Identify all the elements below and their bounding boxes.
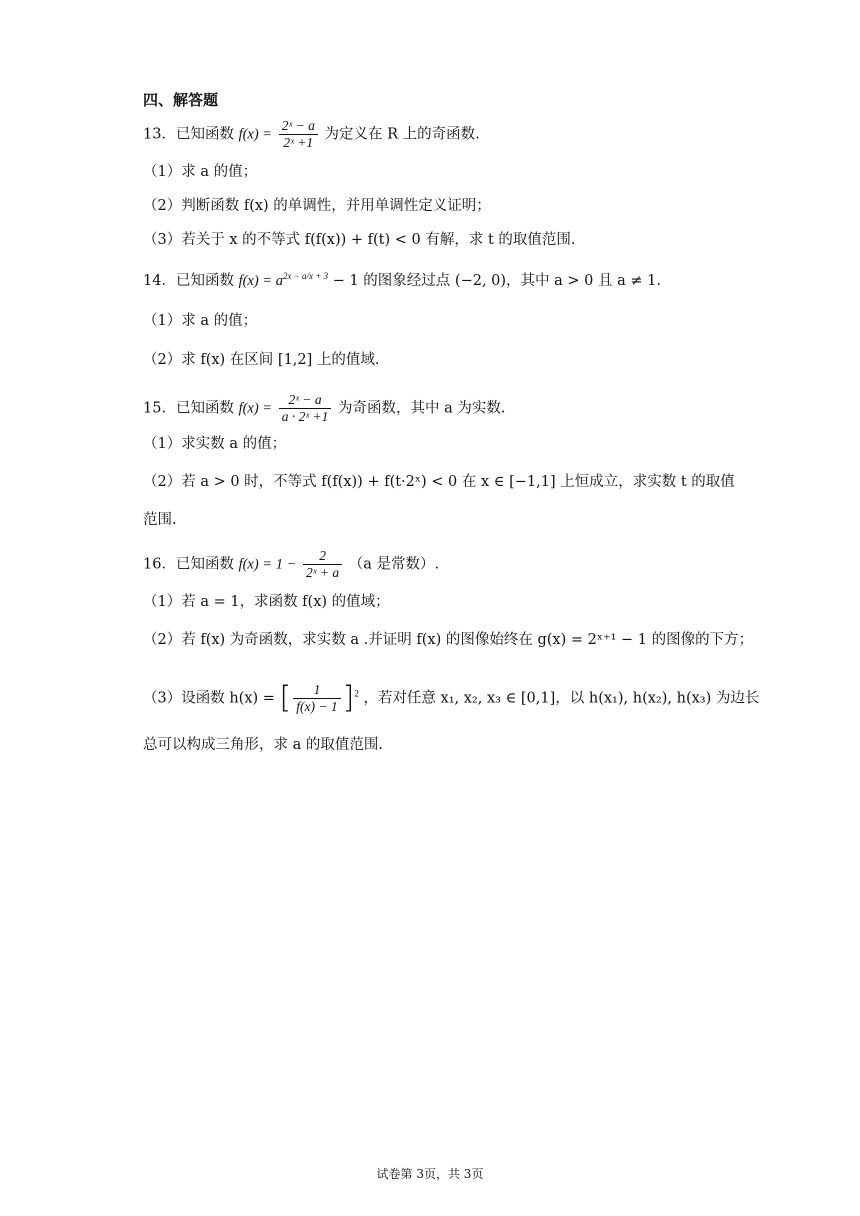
q16-h-fraction [293,682,340,715]
section-title: 四、解答题 [143,91,219,109]
square-exponent: 2 [354,688,359,699]
page-footer: 试卷第 3页，共 3页 [376,1167,484,1181]
q13-label: 13．已知函数 [143,126,234,143]
q13-numerator: 2ˣ − a [281,118,315,133]
q13-func: f(x) = [238,126,273,143]
q15-tail: 为奇函数，其中 a 为实数. [337,400,506,417]
q16-h-numerator: 1 [313,682,321,697]
q14-exponent: 2x − a/x + 3 [282,271,329,281]
q14-part2: （2）求 f(x) 在区间 [1,2] 上的值域. [143,352,380,368]
right-bracket: ] [342,680,355,716]
q15-numerator: 2ˣ − a [288,392,322,407]
q13-part3: （3）若关于 x 的不等式 f(f(x)) + f(t) < 0 有解，求 t 的取值范围. [143,232,576,248]
q14-func: f(x) = a [238,273,283,289]
q13-statement [143,118,480,151]
q16-numerator: 2 [319,548,326,563]
q13-part2: （2）判断函数 f(x) 的单调性，并用单调性定义证明； [143,198,491,214]
q15-func: f(x) = [238,400,273,417]
q14-label: 14．已知函数 [143,273,234,289]
q15-statement [143,392,505,425]
q15-part2-cont: 范围. [143,512,177,528]
q16-h-denominator: f(x) − 1 [293,698,340,715]
q16-statement [143,548,439,581]
q14-part1: （1）求 a 的值； [143,313,258,329]
q16-part1: （1）若 a = 1，求函数 f(x) 的值域； [143,594,390,610]
q13-denominator: 2ˣ +1 [279,134,318,151]
q16-part2: （2）若 f(x) 为奇函数，求实数 a .并证明 f(x) 的图像始终在 g(x) = 2ˣ⁺¹ − 1 的图像的下方； [143,632,754,648]
q16-denominator: 2ˣ + a [303,564,342,581]
q15-part1: （1）求实数 a 的值； [143,436,287,452]
q16-part3-pre: （3）设函数 h(x) = [143,690,275,707]
q14-statement [143,271,661,291]
q16-part3-tail: ，若对任意 x₁, x₂, x₃ ∈ [0,1]，以 h(x₁), h(x₂), h(x₃) 为边长 [363,690,760,707]
q15-part2: （2）若 a > 0 时，不等式 f(f(x)) + f(t·2ˣ) < 0 在 x ∈ [−1,1] 上恒成立，求实数 t 的取值 [143,474,735,490]
q16-part3 [143,682,759,715]
left-bracket: [ [279,680,292,716]
q16-part3-cont: 总可以构成三角形，求 a 的取值范围. [143,737,383,753]
q16-label: 16．已知函数 [143,556,234,573]
q15-label: 15．已知函数 [143,400,234,417]
q14-tail: − 1 的图象经过点 (−2, 0)，其中 a > 0 且 a ≠ 1. [332,273,661,289]
q15-denominator: a · 2ˣ +1 [279,408,332,425]
q13-part1: （1）求 a 的值； [143,164,258,180]
q13-tail: 为定义在 R 上的奇函数. [324,126,480,143]
q16-func: f(x) = 1 − [238,556,297,573]
q16-fraction [303,548,342,581]
q13-fraction [279,118,318,151]
q15-fraction [279,392,332,425]
q16-tail: （a 是常数）. [348,556,440,573]
